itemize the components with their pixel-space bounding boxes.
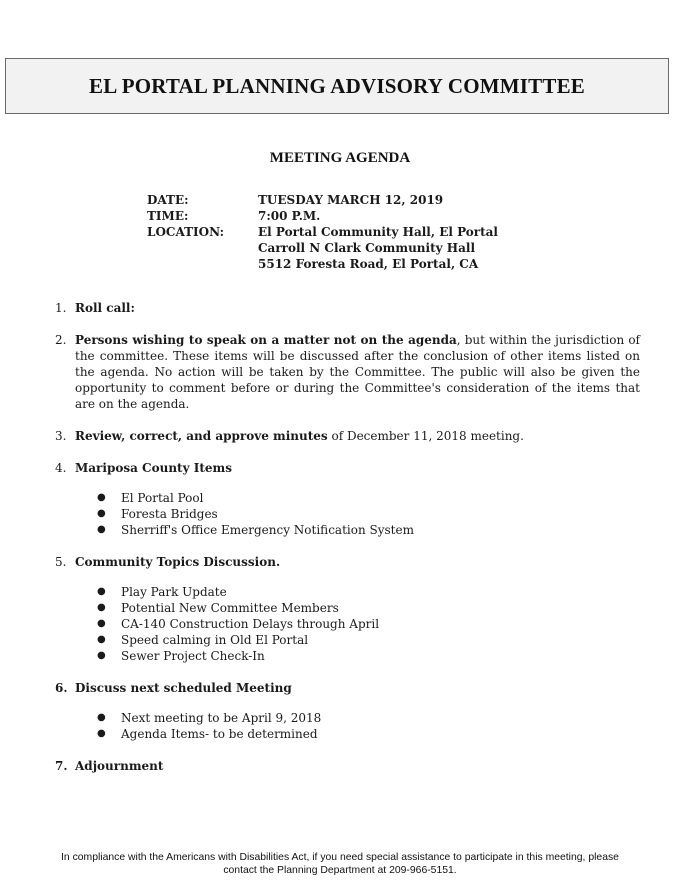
bullet-icon: ● xyxy=(97,618,106,629)
ada-notice-line-2: contact the Planning Department at 209-966-5151. xyxy=(223,865,457,876)
location-row xyxy=(147,224,498,240)
location-line-3: 5512 Foresta Road, El Portal, CA xyxy=(258,257,479,271)
item-title: Adjournment xyxy=(75,759,164,773)
agenda-item-community-topics xyxy=(55,554,640,664)
location-label: LOCATION: xyxy=(147,225,225,239)
item-title: Discuss next scheduled Meeting xyxy=(75,681,292,695)
date-label: DATE: xyxy=(147,193,189,207)
committee-title: EL PORTAL PLANNING ADVISORY COMMITTEE xyxy=(89,73,585,98)
location-line-1: El Portal Community Hall, El Portal xyxy=(258,225,498,239)
item-title: Review, correct, and approve minutes xyxy=(75,429,328,443)
bullet-icon: ● xyxy=(97,508,106,519)
bullet-icon: ● xyxy=(97,728,106,739)
committee-title-box xyxy=(5,58,669,114)
item-number: 3. xyxy=(55,429,67,443)
item-title: Persons wishing to speak on a matter not on the agenda xyxy=(75,333,457,347)
list-item: ● Agenda Items- to be determined xyxy=(97,727,318,741)
meeting-details xyxy=(147,192,498,272)
location-line-2: Carroll N Clark Community Hall xyxy=(258,241,475,255)
bullet-icon: ● xyxy=(97,492,106,503)
list-item: ● Speed calming in Old El Portal xyxy=(97,633,309,647)
list-item: ● Foresta Bridges xyxy=(97,507,218,521)
agenda-item-minutes xyxy=(55,428,640,444)
agenda-items xyxy=(55,300,640,790)
list-item: ● Potential New Committee Members xyxy=(97,601,339,615)
ada-notice xyxy=(0,851,680,877)
time-label: TIME: xyxy=(147,209,189,223)
item-title: Mariposa County Items xyxy=(75,461,232,475)
list-item: ● El Portal Pool xyxy=(97,491,204,505)
bullet-list xyxy=(97,710,640,742)
bullet-list xyxy=(97,490,640,538)
item-number: 4. xyxy=(55,461,67,475)
bullet-icon: ● xyxy=(97,602,106,613)
item-number: 1. xyxy=(55,301,67,315)
item-description: of December 11, 2018 meeting. xyxy=(327,429,524,443)
ada-notice-line-1: In compliance with the Americans with Disabilities Act, if you need special assistance to participate in this meeting, please xyxy=(61,852,619,863)
item-title: Community Topics Discussion. xyxy=(75,555,281,569)
bullet-icon: ● xyxy=(97,524,106,535)
list-item: ● Sherriff's Office Emergency Notification System xyxy=(97,523,414,537)
item-number: 2. xyxy=(55,333,67,347)
date-value: TUESDAY MARCH 12, 2019 xyxy=(258,193,444,207)
list-item: ● Play Park Update xyxy=(97,585,227,599)
bullet-icon: ● xyxy=(97,586,106,597)
location-row-3 xyxy=(147,256,498,272)
date-row xyxy=(147,192,498,208)
agenda-item-public-comment xyxy=(55,332,640,412)
agenda-item-next-meeting xyxy=(55,680,640,742)
location-row-2 xyxy=(147,240,498,256)
item-title: Roll call: xyxy=(75,301,135,315)
item-number: 6. xyxy=(55,681,68,695)
agenda-item-roll-call xyxy=(55,300,640,316)
item-description: , but within the jurisdiction of the committee. These items will be discussed after the conclusion of other items listed on the agenda. No action will be taken by the Committee. The public will also be given the opportunity to comment before or during the Committee's consideration of the items that are on the agenda. xyxy=(75,333,640,411)
bullet-icon: ● xyxy=(97,634,106,645)
item-number: 5. xyxy=(55,555,67,569)
bullet-icon: ● xyxy=(97,712,106,723)
item-number: 7. xyxy=(55,759,68,773)
list-item: ● Sewer Project Check-In xyxy=(97,649,265,663)
time-row xyxy=(147,208,498,224)
time-value: 7:00 P.M. xyxy=(258,209,321,223)
agenda-item-county-items xyxy=(55,460,640,538)
list-item: ● Next meeting to be April 9, 2018 xyxy=(97,711,322,725)
list-item: ● CA-140 Construction Delays through April xyxy=(97,617,380,631)
agenda-item-adjournment xyxy=(55,758,640,774)
meeting-agenda-heading: MEETING AGENDA xyxy=(269,150,411,166)
bullet-list xyxy=(97,584,640,664)
bullet-icon: ● xyxy=(97,650,106,661)
